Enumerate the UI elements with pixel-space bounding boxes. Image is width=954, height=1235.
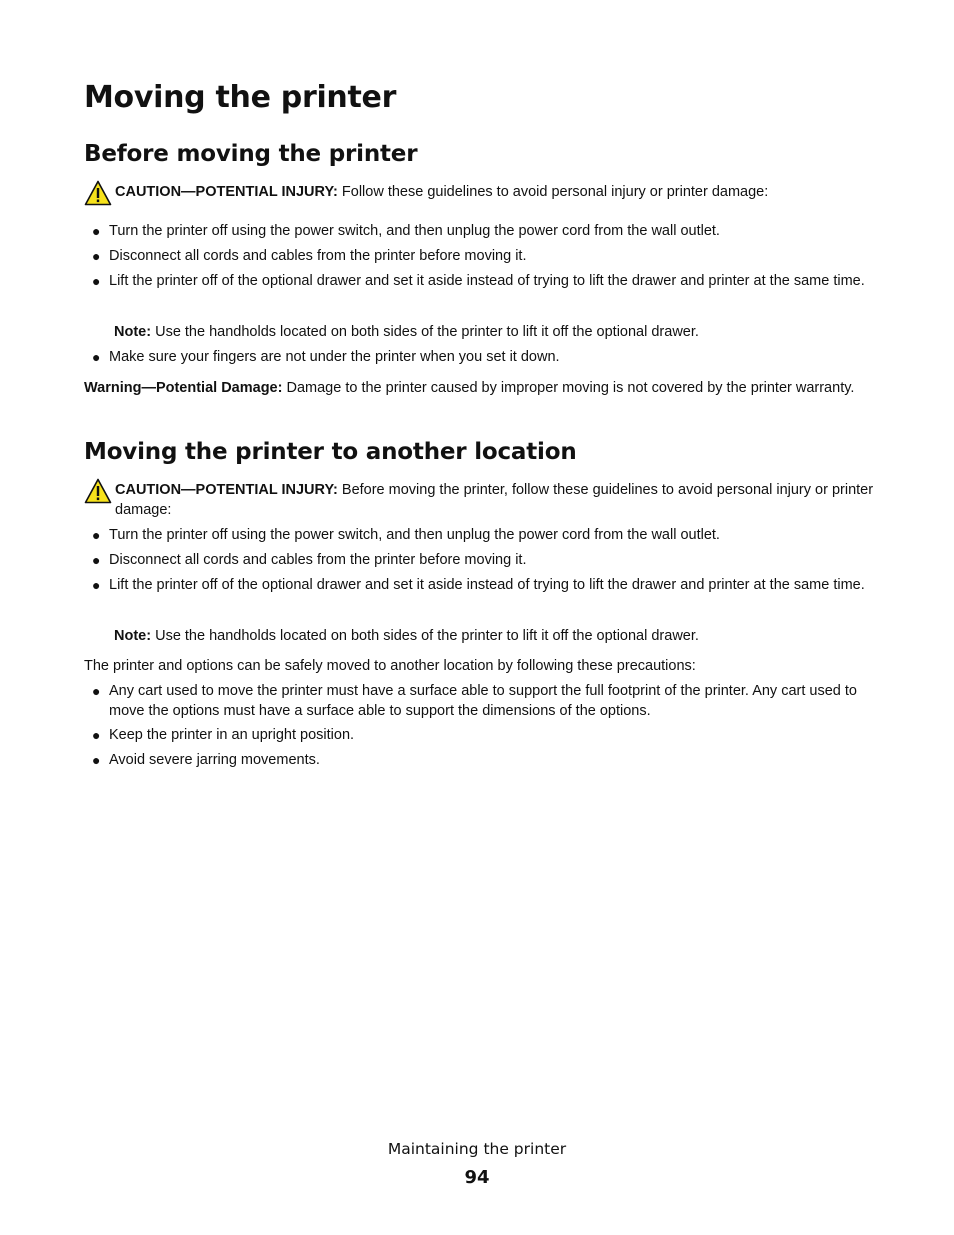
warning-text: Damage to the printer caused by improper moving is not covered by the printer warranty. xyxy=(282,380,855,396)
bullet-dot-icon: ● xyxy=(92,273,101,289)
list-item-text: Lift the printer off of the optional drawer and set it aside instead of trying to lift the drawer and printer at the same time. xyxy=(109,273,865,289)
list-item-text: Turn the printer off using the power switch, and then unplug the power cord from the wall outlet. xyxy=(109,223,720,239)
list-item-text: Disconnect all cords and cables from the printer before moving it. xyxy=(109,552,527,568)
list-item xyxy=(84,575,874,595)
list-item-text: Turn the printer off using the power switch, and then unplug the power cord from the wall outlet. xyxy=(109,527,720,543)
bullet-dot-icon: ● xyxy=(92,727,101,743)
list-item-text: Make sure your fingers are not under the printer when you set it down. xyxy=(109,349,560,365)
note-label: Note: xyxy=(114,628,152,644)
bullet-dot-icon: ● xyxy=(92,223,101,239)
section-heading-another-location: Moving the printer to another location xyxy=(84,439,577,465)
note xyxy=(114,626,874,646)
warning-paragraph xyxy=(84,378,874,398)
caution-message: Before moving the printer, follow these guidelines to avoid personal injury or printer damage: xyxy=(115,482,874,518)
list-item xyxy=(84,271,874,291)
section-heading-before-moving: Before moving the printer xyxy=(84,141,418,167)
list-item xyxy=(84,221,874,241)
list-item-text: Keep the printer in an upright position. xyxy=(109,727,355,743)
list-item xyxy=(84,347,874,367)
note-label: Note: xyxy=(114,324,152,340)
list-item xyxy=(84,750,874,770)
note-text: Use the handholds located on both sides of the printer to lift it off the optional drawer. xyxy=(151,324,699,340)
caution-block xyxy=(84,480,874,520)
bullet-dot-icon: ● xyxy=(92,527,101,543)
bullet-dot-icon: ● xyxy=(92,752,101,768)
page-number: 94 xyxy=(464,1167,490,1188)
list-item-text: Any cart used to move the printer must have a surface able to support the full footprint of the printer. Any cart used to move the options must have a surface able to support the dimensions of the options. xyxy=(109,683,857,719)
list-item xyxy=(84,246,874,266)
note xyxy=(114,322,874,342)
warning-triangle-icon xyxy=(84,478,112,504)
caution-text xyxy=(115,182,874,202)
list-item xyxy=(84,525,874,545)
list-item-text: Avoid severe jarring movements. xyxy=(109,752,320,768)
list-item-text: Disconnect all cords and cables from the printer before moving it. xyxy=(109,248,527,264)
footer-section-title: Maintaining the printer xyxy=(387,1140,567,1158)
bullet-dot-icon: ● xyxy=(92,683,101,699)
list-item-text: Lift the printer off of the optional drawer and set it aside instead of trying to lift the drawer and printer at the same time. xyxy=(109,577,865,593)
bullet-dot-icon: ● xyxy=(92,577,101,593)
caution-message: Follow these guidelines to avoid personal injury or printer damage: xyxy=(337,184,769,200)
list-item xyxy=(84,725,874,745)
list-item xyxy=(84,681,874,721)
caution-block xyxy=(84,182,874,202)
precautions-intro: The printer and options can be safely moved to another location by following these precautions: xyxy=(84,658,696,674)
caution-text xyxy=(115,480,874,520)
bullet-dot-icon: ● xyxy=(92,349,101,365)
page-title: Moving the printer xyxy=(84,80,397,115)
list-item xyxy=(84,550,874,570)
bullet-dot-icon: ● xyxy=(92,552,101,568)
caution-label: CAUTION—POTENTIAL INJURY: xyxy=(115,184,338,200)
bullet-dot-icon: ● xyxy=(92,248,101,264)
warning-label: Warning—Potential Damage: xyxy=(84,380,283,396)
note-text: Use the handholds located on both sides of the printer to lift it off the optional drawer. xyxy=(151,628,699,644)
warning-triangle-icon xyxy=(84,180,112,206)
caution-label: CAUTION—POTENTIAL INJURY: xyxy=(115,482,338,498)
